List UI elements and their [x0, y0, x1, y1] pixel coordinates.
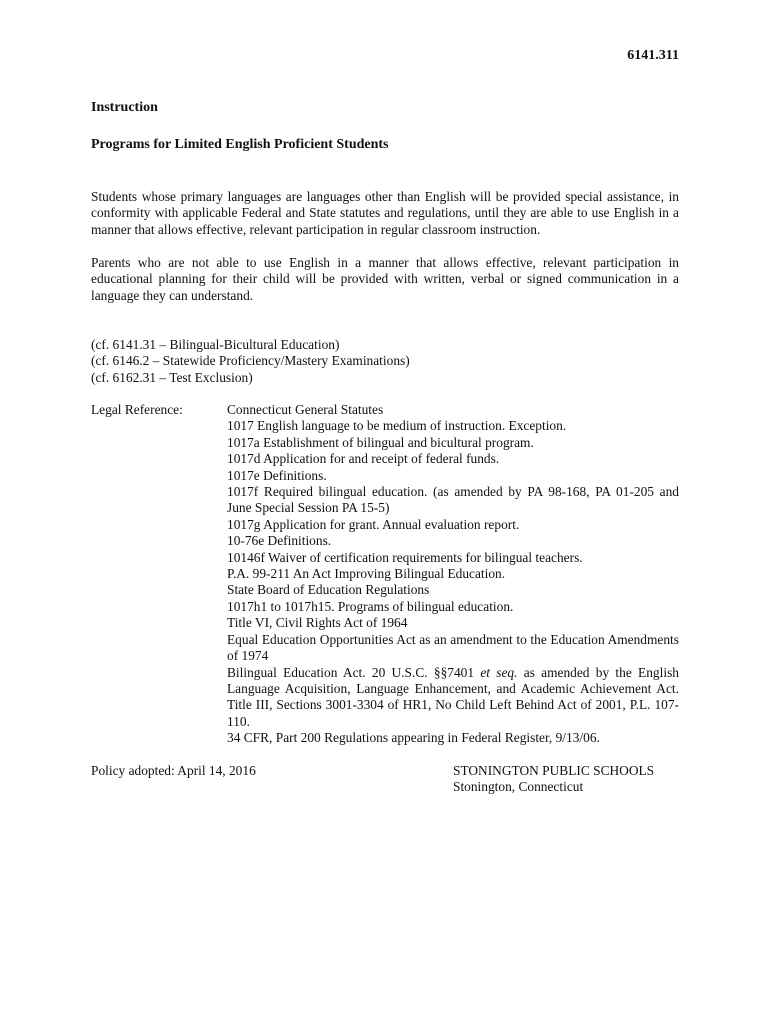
legal-reference-item: 10-76e Definitions.: [227, 533, 332, 549]
policy-adopted-date: Policy adopted: April 14, 2016: [91, 763, 256, 778]
cross-reference: (cf. 6141.31 – Bilingual-Bicultural Education): [91, 337, 340, 352]
legal-reference-label: Legal Reference:: [91, 402, 183, 417]
legal-reference-item: Connecticut General Statutes: [227, 402, 384, 417]
cross-references: [91, 337, 410, 386]
legal-reference-item-bilingual-act: [227, 665, 679, 731]
bilingual-act-italic: et seq.: [480, 664, 518, 680]
legal-reference-list: [227, 402, 679, 747]
legal-reference-item: State Board of Education Regulations: [227, 582, 430, 598]
district-location: Stonington, Connecticut: [453, 779, 584, 795]
district-name: STONINGTON PUBLIC SCHOOLS: [453, 763, 655, 778]
cross-reference: (cf. 6162.31 – Test Exclusion): [91, 369, 253, 385]
district-signature: [453, 763, 654, 796]
bilingual-act-text: Bilingual Education Act. 20 U.S.C. §§7401: [227, 664, 481, 680]
legal-reference-item: 1017f Required bilingual education. (as amended by PA 98-168, PA 01-205 and June Special Session PA 15-5): [227, 484, 679, 516]
policy-paragraph-parents: Parents who are not able to use English in a manner that allows effective, relevant participation in educational planning for their child will be provided with written, verbal or signed communication in a language they can understand.: [91, 255, 679, 303]
bilingual-act-text-continued: as amended by the English Language Acquisition, Language Enhancement, and Academic Achievement Act. Title III, Sections 3001-3304 of HR1, No Child Left Behind Act of 2001, P.L. 107-110.: [227, 664, 679, 729]
legal-reference-item: 1017e Definitions.: [227, 467, 327, 483]
policy-number: 6141.311: [627, 48, 679, 63]
legal-reference-item: 1017d Application for and receipt of federal funds.: [227, 451, 500, 467]
legal-reference-item: 1017g Application for grant. Annual evaluation report.: [227, 516, 520, 532]
section-heading: Instruction: [91, 100, 158, 115]
legal-reference-item: 1017h1 to 1017h15. Programs of bilingual education.: [227, 598, 514, 614]
policy-paragraph-students: Students whose primary languages are languages other than English will be provided special assistance, in conformity with applicable Federal and State statutes and regulations, until they are able to use English in a manner that allows effective, relevant participation in regular classroom instruction.: [91, 189, 679, 237]
legal-reference-item: Title VI, Civil Rights Act of 1964: [227, 615, 408, 631]
page-title: Programs for Limited English Proficient Students: [91, 137, 389, 152]
legal-reference-item: 1017a Establishment of bilingual and bicultural program.: [227, 434, 534, 450]
legal-reference-item: 1017 English language to be medium of instruction. Exception.: [227, 418, 567, 434]
legal-reference-item: Equal Education Opportunities Act as an amendment to the Education Amendments of 1974: [227, 631, 679, 664]
legal-reference-item: 34 CFR, Part 200 Regulations appearing in Federal Register, 9/13/06.: [227, 730, 600, 746]
cross-reference: (cf. 6146.2 – Statewide Proficiency/Mastery Examinations): [91, 353, 410, 369]
legal-reference-item: 10146f Waiver of certification requirements for bilingual teachers.: [227, 549, 583, 565]
legal-reference-item: P.A. 99-211 An Act Improving Bilingual Education.: [227, 566, 506, 582]
